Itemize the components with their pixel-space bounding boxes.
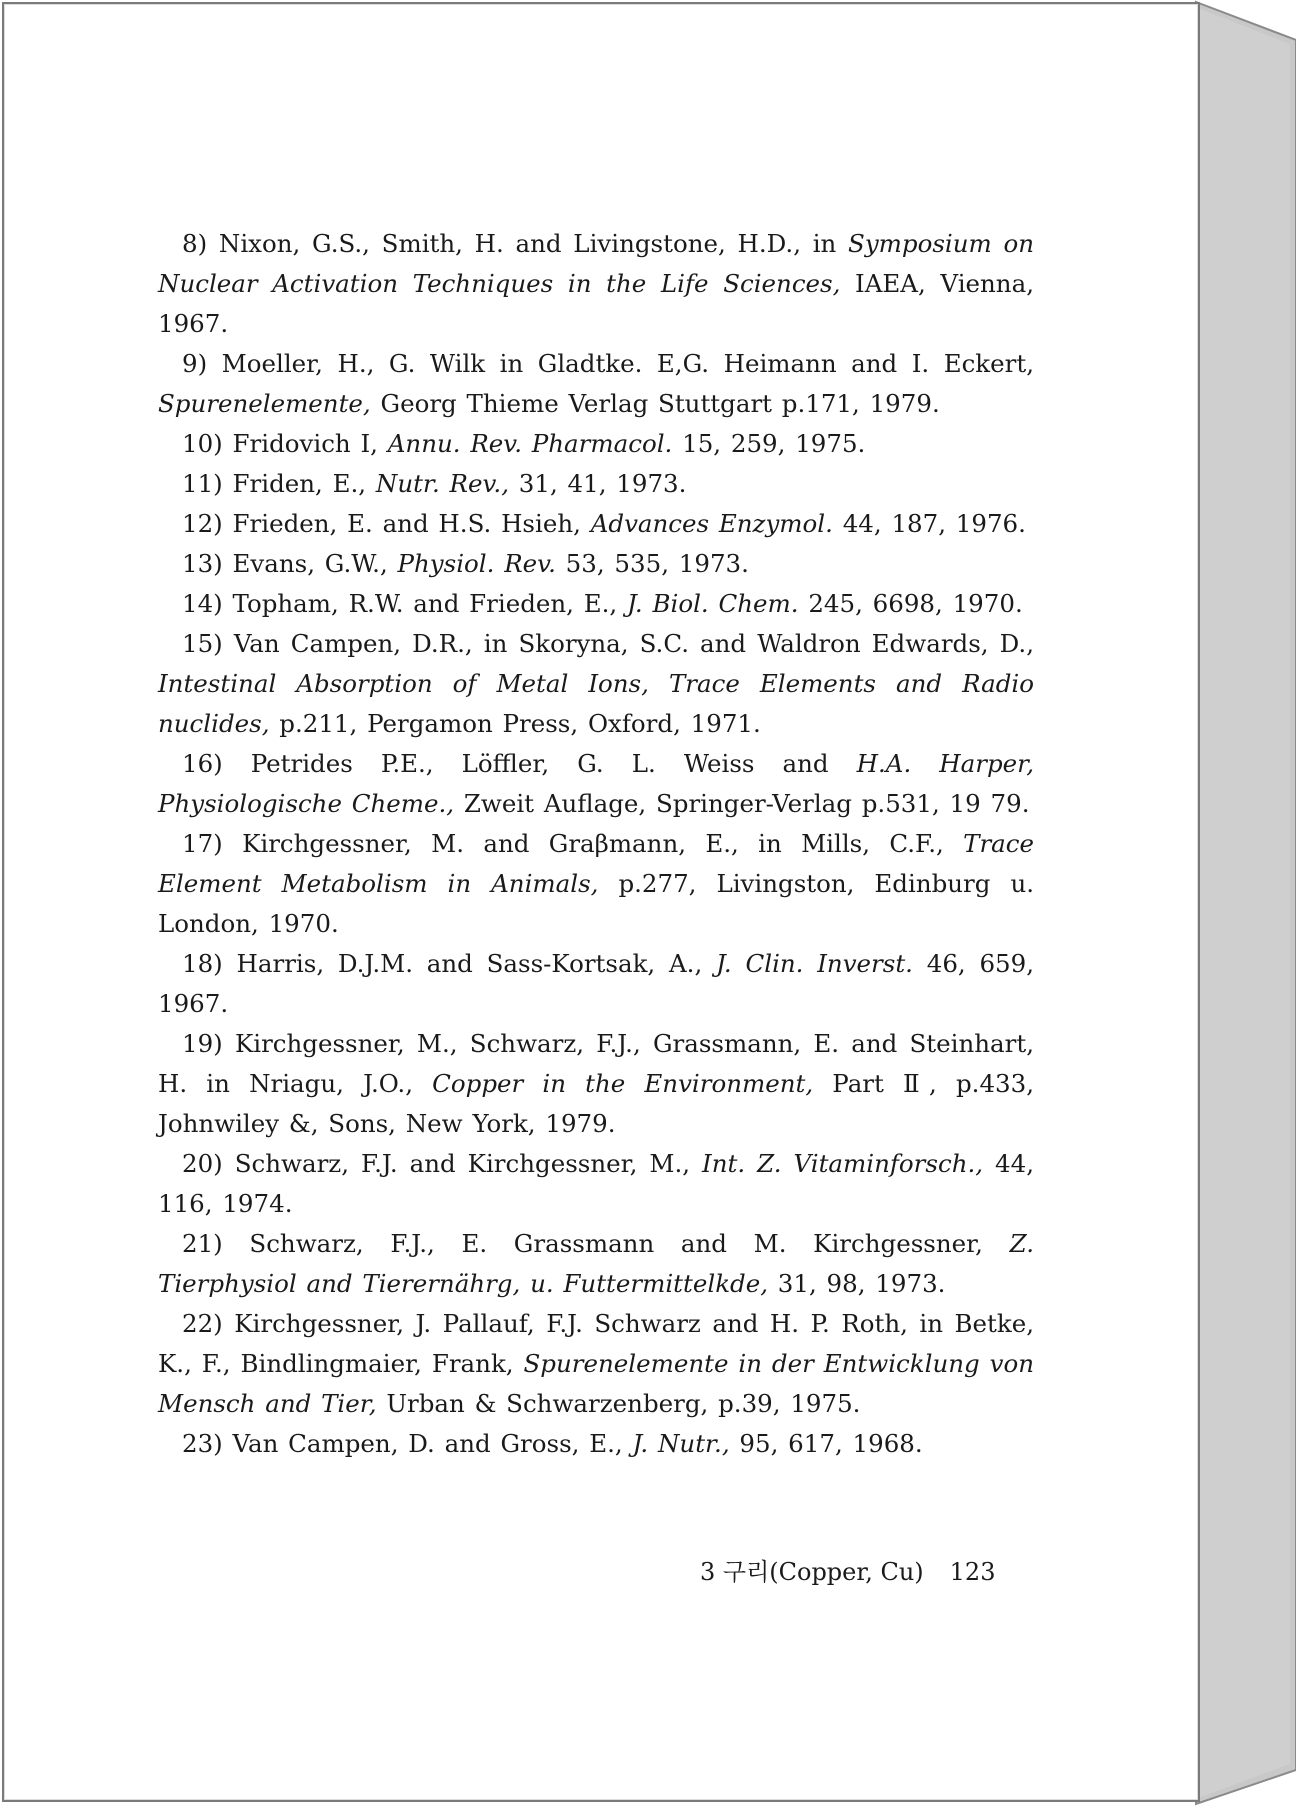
reference-authors: Frieden, E. and H.S. Hsieh, — [232, 509, 591, 538]
reference-number: 16) — [182, 749, 223, 778]
reference-title: Symposium on Nuclear Activation Techniques in the Life Sciences, — [158, 229, 1034, 298]
page-footer — [700, 1552, 1016, 1587]
reference-number: 9) — [182, 349, 208, 378]
reference-authors: Schwarz, F.J., E. Grassmann and M. Kirchgessner, — [249, 1229, 1010, 1258]
reference-number: 15) — [182, 629, 223, 658]
reference-title: J. Nutr., — [632, 1429, 730, 1458]
reference-details: p.277, Livingston, Edinburg u. London, 1970. — [158, 869, 1035, 938]
reference-authors: Petrides P.E., Löffler, G. L. Weiss and — [250, 749, 857, 778]
reference-authors: Fridovich I, — [232, 429, 388, 458]
reference-authors: Evans, G.W., — [232, 549, 398, 578]
reference-details: 44, 187, 1976. — [832, 509, 1026, 538]
reference-entry — [158, 1424, 1034, 1464]
reference-title: Spurenelemente, — [158, 389, 371, 418]
reference-entry — [158, 1224, 1034, 1304]
reference-authors: Harris, D.J.M. and Sass-Kortsak, A., — [236, 949, 717, 978]
reference-authors: Van Campen, D.R., in Skoryna, S.C. and Waldron Edwards, D., — [233, 629, 1034, 658]
reference-title: Z. Tierphysiol and Tierernährg, u. Futtermittelkde, — [158, 1229, 1034, 1298]
reference-entry — [158, 464, 1034, 504]
reference-number: 22) — [182, 1309, 223, 1338]
reference-details: IAEA, Vienna, 1967. — [158, 269, 1034, 338]
page-number: 123 — [949, 1558, 996, 1586]
reference-number: 23) — [182, 1429, 223, 1458]
reference-number: 17) — [182, 829, 223, 858]
reference-authors: Friden, E., — [232, 469, 376, 498]
reference-details: 46, 659, 1967. — [158, 949, 1035, 1018]
reference-entry — [158, 944, 1034, 1024]
reference-entry — [158, 224, 1034, 344]
reference-details: Zweit Auflage, Springer-Verlag p.531, 19 79. — [454, 789, 1030, 818]
reference-number: 18) — [182, 949, 223, 978]
reference-entry — [158, 1304, 1034, 1424]
reference-authors: Schwarz, F.J. and Kirchgessner, M., — [234, 1149, 703, 1178]
reference-details: 31, 98, 1973. — [768, 1269, 946, 1298]
reference-number: 12) — [182, 509, 223, 538]
reference-details: 245, 6698, 1970. — [798, 589, 1023, 618]
running-head: 3 구리(Copper, Cu) — [700, 1558, 924, 1586]
reference-details: 15, 259, 1975. — [672, 429, 866, 458]
reference-authors: Nixon, G.S., Smith, H. and Livingstone, H.D., in — [218, 229, 849, 258]
reference-title: Copper in the Environment, — [432, 1069, 814, 1098]
reference-details: Georg Thieme Verlag Stuttgart p.171, 1979. — [370, 389, 940, 418]
reference-entry — [158, 584, 1034, 624]
reference-number: 14) — [182, 589, 223, 618]
reference-number: 19) — [182, 1029, 223, 1058]
reference-details: p.211, Pergamon Press, Oxford, 1971. — [269, 709, 761, 738]
reference-authors: Kirchgessner, J. Pallauf, F.J. Schwarz and H. P. Roth, in Betke, K., F., Bindlingmaier, Frank, — [158, 1309, 1035, 1378]
reference-title: Spurenelemente in der Entwicklung von Mensch and Tier, — [158, 1349, 1035, 1418]
reference-authors: Topham, R.W. and Frieden, E., — [232, 589, 627, 618]
reference-title: Physiol. Rev. — [397, 549, 556, 578]
reference-details: 31, 41, 1973. — [509, 469, 687, 498]
reference-entry — [158, 744, 1034, 824]
reference-number: 13) — [182, 549, 223, 578]
reference-title: H.A. Harper, Physiologische Cheme., — [158, 749, 1034, 818]
reference-number: 20) — [182, 1149, 223, 1178]
reference-entry — [158, 624, 1034, 744]
reference-list — [158, 224, 1034, 1464]
reference-details: Urban & Schwarzenberg, p.39, 1975. — [376, 1389, 861, 1418]
reference-details: Part Ⅱ, p.433, Johnwiley &, Sons, New York, 1979. — [158, 1069, 1034, 1138]
reference-title: J. Clin. Inverst. — [716, 949, 913, 978]
reference-entry — [158, 824, 1034, 944]
reference-authors: Kirchgessner, M. and Graβmann, E., in Mills, C.F., — [242, 829, 964, 858]
reference-entry — [158, 424, 1034, 464]
reference-details: 95, 617, 1968. — [729, 1429, 923, 1458]
reference-entry — [158, 344, 1034, 424]
reference-title: Intestinal Absorption of Metal Ions, Trace Elements and Radio nuclides, — [158, 669, 1034, 738]
reference-number: 11) — [182, 469, 223, 498]
reference-authors: Kirchgessner, M., Schwarz, F.J., Grassmann, E. and Steinhart, H. in Nriagu, J.O., — [158, 1029, 1034, 1098]
reference-title: Annu. Rev. Pharmacol. — [387, 429, 673, 458]
reference-title: Trace Element Metabolism in Animals, — [158, 829, 1034, 898]
reference-number: 21) — [182, 1229, 223, 1258]
reference-title: Int. Z. Vitaminforsch., — [702, 1149, 984, 1178]
reference-title: J. Biol. Chem. — [627, 589, 799, 618]
reference-title: Nutr. Rev., — [375, 469, 509, 498]
reference-details: 44, 116, 1974. — [158, 1149, 1034, 1218]
reference-number: 10) — [182, 429, 223, 458]
reference-details: 53, 535, 1973. — [555, 549, 749, 578]
reference-title: Advances Enzymol. — [590, 509, 833, 538]
reference-entry — [158, 1024, 1034, 1144]
reference-entry — [158, 1144, 1034, 1224]
reference-entry — [158, 504, 1034, 544]
reference-authors: Moeller, H., G. Wilk in Gladtke. E,G. Heimann and I. Eckert, — [221, 349, 1034, 378]
reference-authors: Van Campen, D. and Gross, E., — [232, 1429, 633, 1458]
reference-entry — [158, 544, 1034, 584]
reference-number: 8) — [182, 229, 208, 258]
